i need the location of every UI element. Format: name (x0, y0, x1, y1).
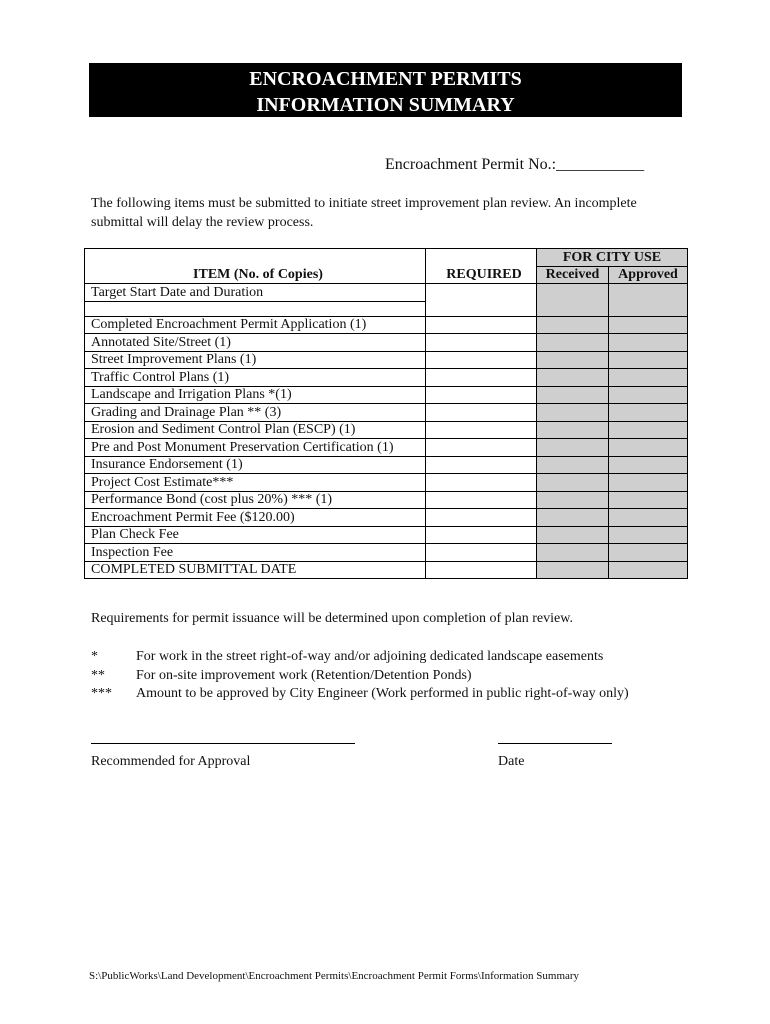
item-label: Completed Encroachment Permit Application (1) (85, 316, 426, 334)
received-cell[interactable] (537, 284, 609, 317)
header-approved: Approved (609, 266, 688, 284)
approved-cell[interactable] (609, 369, 688, 387)
table-row (85, 334, 688, 352)
required-cell[interactable] (426, 386, 537, 404)
table-header-row-1 (85, 249, 688, 267)
recommended-label: Recommended for Approval (91, 754, 251, 769)
required-cell[interactable] (426, 491, 537, 509)
item-label: Pre and Post Monument Preservation Certification (1) (85, 439, 426, 457)
required-cell[interactable] (426, 316, 537, 334)
approved-cell[interactable] (609, 284, 688, 317)
required-cell[interactable] (426, 439, 537, 457)
table-row (85, 456, 688, 474)
received-cell[interactable] (537, 421, 609, 439)
item-label: Project Cost Estimate*** (85, 474, 426, 492)
received-cell[interactable] (537, 456, 609, 474)
footnote (91, 648, 656, 667)
approved-cell[interactable] (609, 491, 688, 509)
item-label: Performance Bond (cost plus 20%) *** (1) (85, 491, 426, 509)
approved-cell[interactable] (609, 456, 688, 474)
submittal-items-table (84, 248, 688, 579)
received-cell[interactable] (537, 316, 609, 334)
table-row (85, 421, 688, 439)
approved-cell[interactable] (609, 544, 688, 562)
footnote-text: For on-site improvement work (Retention/Detention Ponds) (136, 667, 472, 683)
form-title-line-2: INFORMATION SUMMARY (256, 94, 515, 116)
item-label: Plan Check Fee (85, 526, 426, 544)
received-cell[interactable] (537, 351, 609, 369)
item-spacer (85, 301, 426, 316)
required-cell[interactable] (426, 526, 537, 544)
form-title-banner (89, 63, 682, 117)
approved-cell[interactable] (609, 561, 688, 579)
date-signature-line[interactable] (498, 743, 612, 744)
table-row (85, 316, 688, 334)
approved-cell[interactable] (609, 386, 688, 404)
received-cell[interactable] (537, 369, 609, 387)
required-cell[interactable] (426, 421, 537, 439)
item-label: Insurance Endorsement (1) (85, 456, 426, 474)
approved-cell[interactable] (609, 421, 688, 439)
required-cell[interactable] (426, 369, 537, 387)
required-cell[interactable] (426, 509, 537, 527)
table-row (85, 561, 688, 579)
footnote (91, 685, 656, 704)
intro-paragraph: The following items must be submitted to initiate street improvement plan review. An incomplete submittal will delay the review process. (91, 196, 637, 230)
date-label: Date (498, 754, 525, 769)
item-label: Annotated Site/Street (1) (85, 334, 426, 352)
item-label: Street Improvement Plans (1) (85, 351, 426, 369)
table-row (85, 386, 688, 404)
header-for-city-use: FOR CITY USE (537, 249, 688, 267)
received-cell[interactable] (537, 334, 609, 352)
approved-cell[interactable] (609, 404, 688, 422)
required-cell[interactable] (426, 284, 537, 317)
approved-cell[interactable] (609, 526, 688, 544)
required-cell[interactable] (426, 544, 537, 562)
table-row (85, 351, 688, 369)
requirements-note: Requirements for permit issuance will be determined upon completion of plan review. (91, 611, 573, 626)
item-label: Erosion and Sediment Control Plan (ESCP) (1) (85, 421, 426, 439)
table-row (85, 509, 688, 527)
approved-cell[interactable] (609, 351, 688, 369)
footnote-mark: * (91, 649, 98, 664)
table-row (85, 369, 688, 387)
item-label: Encroachment Permit Fee ($120.00) (85, 509, 426, 527)
approved-cell[interactable] (609, 474, 688, 492)
recommended-signature-line[interactable] (91, 743, 355, 744)
item-label: Traffic Control Plans (1) (85, 369, 426, 387)
footnote (91, 667, 656, 686)
item-label: Landscape and Irrigation Plans *(1) (85, 386, 426, 404)
table-row (85, 544, 688, 562)
received-cell[interactable] (537, 544, 609, 562)
footnote-text: For work in the street right-of-way and/or adjoining dedicated landscape easements (136, 649, 604, 664)
approved-cell[interactable] (609, 316, 688, 334)
table-row (85, 491, 688, 509)
received-cell[interactable] (537, 474, 609, 492)
required-cell[interactable] (426, 404, 537, 422)
approved-cell[interactable] (609, 439, 688, 457)
table-row (85, 284, 688, 302)
received-cell[interactable] (537, 561, 609, 579)
permit-number-field[interactable]: Encroachment Permit No.:___________ (385, 156, 645, 173)
footnote-mark: ** (91, 667, 105, 683)
item-label: COMPLETED SUBMITTAL DATE (85, 561, 426, 579)
header-required: REQUIRED (426, 249, 537, 284)
table-row (85, 474, 688, 492)
item-label: Target Start Date and Duration (85, 284, 426, 302)
table-row (85, 404, 688, 422)
footnote-text: Amount to be approved by City Engineer (Work performed in public right-of-way only) (136, 686, 629, 701)
form-title-line-1: ENCROACHMENT PERMITS (249, 68, 522, 90)
required-cell[interactable] (426, 561, 537, 579)
approved-cell[interactable] (609, 334, 688, 352)
header-received: Received (537, 266, 609, 284)
received-cell[interactable] (537, 404, 609, 422)
approved-cell[interactable] (609, 509, 688, 527)
required-cell[interactable] (426, 456, 537, 474)
footnotes (91, 648, 656, 704)
received-cell[interactable] (537, 386, 609, 404)
item-label: Grading and Drainage Plan ** (3) (85, 404, 426, 422)
header-item: ITEM (No. of Copies) (85, 249, 426, 284)
file-path-footer: S:\PublicWorks\Land Development\Encroachment Permits\Encroachment Permit Forms\Information Summary (89, 970, 580, 982)
table-row (85, 439, 688, 457)
table-row (85, 526, 688, 544)
received-cell[interactable] (537, 439, 609, 457)
received-cell[interactable] (537, 526, 609, 544)
required-cell[interactable] (426, 351, 537, 369)
required-cell[interactable] (426, 474, 537, 492)
received-cell[interactable] (537, 509, 609, 527)
required-cell[interactable] (426, 334, 537, 352)
item-label: Inspection Fee (85, 544, 426, 562)
footnote-mark: *** (91, 686, 112, 701)
received-cell[interactable] (537, 491, 609, 509)
